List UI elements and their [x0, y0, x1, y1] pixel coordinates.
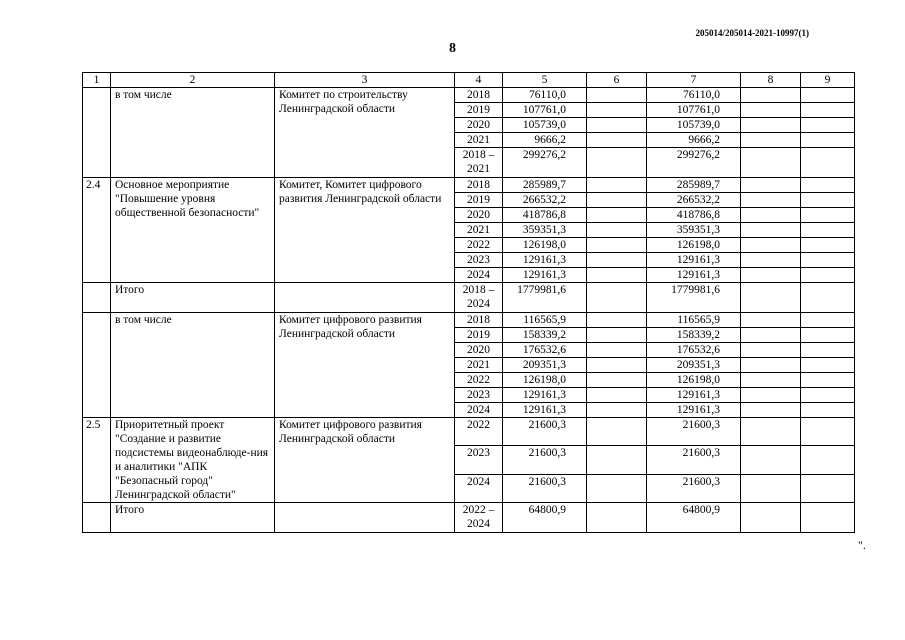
header-cell: 6	[587, 73, 647, 88]
empty-col8	[741, 148, 801, 178]
value-col7: 9666,2	[647, 133, 741, 148]
empty-col9	[801, 403, 855, 418]
row-number	[83, 313, 111, 418]
empty-col8	[741, 178, 801, 193]
executor-name: Комитет цифрового развития Ленинградской области	[275, 418, 455, 503]
activity-name: Итого	[111, 283, 275, 313]
document-id: 205014/205014-2021-10997(1)	[695, 28, 809, 38]
year-cell: 2020	[455, 343, 503, 358]
empty-col6	[587, 103, 647, 118]
empty-col9	[801, 418, 855, 446]
year-cell: 2021	[455, 133, 503, 148]
executor-name	[275, 283, 455, 313]
activity-name: Приоритетный проект "Создание и развитие подсистемы видеонаблюде-ния и аналитики "АПК "Безопасный город" Ленинградской области"	[111, 418, 275, 503]
empty-col8	[741, 118, 801, 133]
year-cell: 2018	[455, 88, 503, 103]
empty-col9	[801, 238, 855, 253]
empty-col9	[801, 474, 855, 502]
empty-col9	[801, 328, 855, 343]
value-col7: 359351,3	[647, 223, 741, 238]
year-cell: 2018 – 2024	[455, 283, 503, 313]
empty-col8	[741, 343, 801, 358]
executor-name	[275, 503, 455, 533]
year-cell: 2019	[455, 103, 503, 118]
table-row	[83, 88, 855, 103]
year-cell: 2023	[455, 388, 503, 403]
value-col5: 299276,2	[503, 148, 587, 178]
value-col7: 418786,8	[647, 208, 741, 223]
empty-col8	[741, 88, 801, 103]
header-row	[83, 73, 855, 88]
executor-name: Комитет, Комитет цифрового развития Ленинградской области	[275, 178, 455, 283]
empty-col6	[587, 148, 647, 178]
value-col7: 21600,3	[647, 474, 741, 502]
executor-name: Комитет цифрового развития Ленинградской области	[275, 313, 455, 418]
empty-col6	[587, 118, 647, 133]
value-col5: 359351,3	[503, 223, 587, 238]
header-cell: 5	[503, 73, 587, 88]
value-col7: 129161,3	[647, 268, 741, 283]
empty-col9	[801, 373, 855, 388]
value-col5: 105739,0	[503, 118, 587, 133]
value-col5: 126198,0	[503, 373, 587, 388]
header-cell: 2	[111, 73, 275, 88]
empty-col8	[741, 103, 801, 118]
empty-col9	[801, 193, 855, 208]
value-col5: 158339,2	[503, 328, 587, 343]
year-cell: 2021	[455, 223, 503, 238]
empty-col6	[587, 268, 647, 283]
empty-col6	[587, 328, 647, 343]
table-row	[83, 283, 855, 313]
empty-col6	[587, 403, 647, 418]
empty-col9	[801, 388, 855, 403]
empty-col9	[801, 223, 855, 238]
page-number: 8	[449, 41, 456, 56]
value-col7: 176532,6	[647, 343, 741, 358]
empty-col8	[741, 253, 801, 268]
value-col7: 76110,0	[647, 88, 741, 103]
value-col7: 126198,0	[647, 373, 741, 388]
empty-col9	[801, 358, 855, 373]
header-cell: 9	[801, 73, 855, 88]
value-col7: 129161,3	[647, 403, 741, 418]
value-col5: 9666,2	[503, 133, 587, 148]
year-cell: 2024	[455, 268, 503, 283]
empty-col6	[587, 474, 647, 502]
value-col5: 209351,3	[503, 358, 587, 373]
empty-col8	[741, 133, 801, 148]
table-row	[83, 418, 855, 446]
empty-col8	[741, 283, 801, 313]
empty-col6	[587, 373, 647, 388]
value-col5: 21600,3	[503, 418, 587, 446]
empty-col8	[741, 418, 801, 446]
empty-col8	[741, 313, 801, 328]
empty-col6	[587, 133, 647, 148]
value-col5: 418786,8	[503, 208, 587, 223]
executor-name: Комитет по строительству Ленинградской области	[275, 88, 455, 178]
value-col7: 129161,3	[647, 388, 741, 403]
value-col5: 129161,3	[503, 403, 587, 418]
value-col5: 129161,3	[503, 388, 587, 403]
empty-col6	[587, 253, 647, 268]
value-col7: 64800,9	[647, 503, 741, 533]
empty-col9	[801, 178, 855, 193]
empty-col9	[801, 283, 855, 313]
value-col7: 1779981,6	[647, 283, 741, 313]
row-number: 2.4	[83, 178, 111, 283]
empty-col9	[801, 253, 855, 268]
empty-col9	[801, 313, 855, 328]
empty-col9	[801, 503, 855, 533]
empty-col6	[587, 313, 647, 328]
header-cell: 1	[83, 73, 111, 88]
value-col5: 1779981,6	[503, 283, 587, 313]
empty-col6	[587, 238, 647, 253]
empty-col8	[741, 403, 801, 418]
year-cell: 2023	[455, 253, 503, 268]
row-number	[83, 503, 111, 533]
value-col5: 64800,9	[503, 503, 587, 533]
value-col5: 21600,3	[503, 474, 587, 502]
value-col5: 266532,2	[503, 193, 587, 208]
empty-col8	[741, 328, 801, 343]
empty-col9	[801, 118, 855, 133]
year-cell: 2020	[455, 118, 503, 133]
activity-name: в том числе	[111, 88, 275, 178]
table-row	[83, 503, 855, 533]
year-cell: 2018	[455, 178, 503, 193]
empty-col8	[741, 503, 801, 533]
empty-col8	[741, 388, 801, 403]
empty-col9	[801, 208, 855, 223]
value-col7: 266532,2	[647, 193, 741, 208]
activity-name: в том числе	[111, 313, 275, 418]
row-number: 2.5	[83, 418, 111, 503]
activity-name: Основное мероприятие "Повышение уровня общественной безопасности"	[111, 178, 275, 283]
year-cell: 2024	[455, 474, 503, 502]
empty-col8	[741, 208, 801, 223]
value-col5: 285989,7	[503, 178, 587, 193]
empty-col8	[741, 373, 801, 388]
empty-col6	[587, 283, 647, 313]
value-col5: 76110,0	[503, 88, 587, 103]
value-col7: 158339,2	[647, 328, 741, 343]
empty-col8	[741, 446, 801, 474]
year-cell: 2019	[455, 328, 503, 343]
year-cell: 2022	[455, 418, 503, 446]
closing-quote: ".	[858, 538, 866, 552]
empty-col9	[801, 133, 855, 148]
empty-col6	[587, 388, 647, 403]
value-col7: 107761,0	[647, 103, 741, 118]
year-cell: 2019	[455, 193, 503, 208]
year-cell: 2021	[455, 358, 503, 373]
empty-col6	[587, 193, 647, 208]
empty-col6	[587, 358, 647, 373]
value-col5: 129161,3	[503, 253, 587, 268]
budget-table	[82, 72, 855, 533]
value-col5: 107761,0	[503, 103, 587, 118]
table-row	[83, 313, 855, 328]
value-col5: 176532,6	[503, 343, 587, 358]
empty-col6	[587, 223, 647, 238]
empty-col9	[801, 148, 855, 178]
value-col5: 116565,9	[503, 313, 587, 328]
year-cell: 2022	[455, 373, 503, 388]
empty-col8	[741, 474, 801, 502]
value-col7: 105739,0	[647, 118, 741, 133]
header-cell: 4	[455, 73, 503, 88]
activity-name: Итого	[111, 503, 275, 533]
header-cell: 8	[741, 73, 801, 88]
value-col7: 129161,3	[647, 253, 741, 268]
empty-col9	[801, 343, 855, 358]
row-number	[83, 88, 111, 178]
empty-col8	[741, 358, 801, 373]
empty-col9	[801, 446, 855, 474]
row-number	[83, 283, 111, 313]
empty-col8	[741, 223, 801, 238]
year-cell: 2022 – 2024	[455, 503, 503, 533]
value-col7: 21600,3	[647, 446, 741, 474]
empty-col6	[587, 88, 647, 103]
year-cell: 2022	[455, 238, 503, 253]
empty-col6	[587, 418, 647, 446]
year-cell: 2024	[455, 403, 503, 418]
empty-col9	[801, 268, 855, 283]
header-cell: 3	[275, 73, 455, 88]
header-cell: 7	[647, 73, 741, 88]
value-col5: 21600,3	[503, 446, 587, 474]
empty-col6	[587, 178, 647, 193]
value-col7: 285989,7	[647, 178, 741, 193]
year-cell: 2020	[455, 208, 503, 223]
empty-col9	[801, 103, 855, 118]
empty-col6	[587, 208, 647, 223]
year-cell: 2023	[455, 446, 503, 474]
year-cell: 2018	[455, 313, 503, 328]
empty-col6	[587, 503, 647, 533]
empty-col9	[801, 88, 855, 103]
empty-col8	[741, 193, 801, 208]
value-col5: 126198,0	[503, 238, 587, 253]
empty-col8	[741, 268, 801, 283]
table-row	[83, 178, 855, 193]
value-col5: 129161,3	[503, 268, 587, 283]
value-col7: 126198,0	[647, 238, 741, 253]
value-col7: 116565,9	[647, 313, 741, 328]
value-col7: 21600,3	[647, 418, 741, 446]
empty-col8	[741, 238, 801, 253]
empty-col6	[587, 343, 647, 358]
value-col7: 299276,2	[647, 148, 741, 178]
year-cell: 2018 – 2021	[455, 148, 503, 178]
value-col7: 209351,3	[647, 358, 741, 373]
empty-col6	[587, 446, 647, 474]
